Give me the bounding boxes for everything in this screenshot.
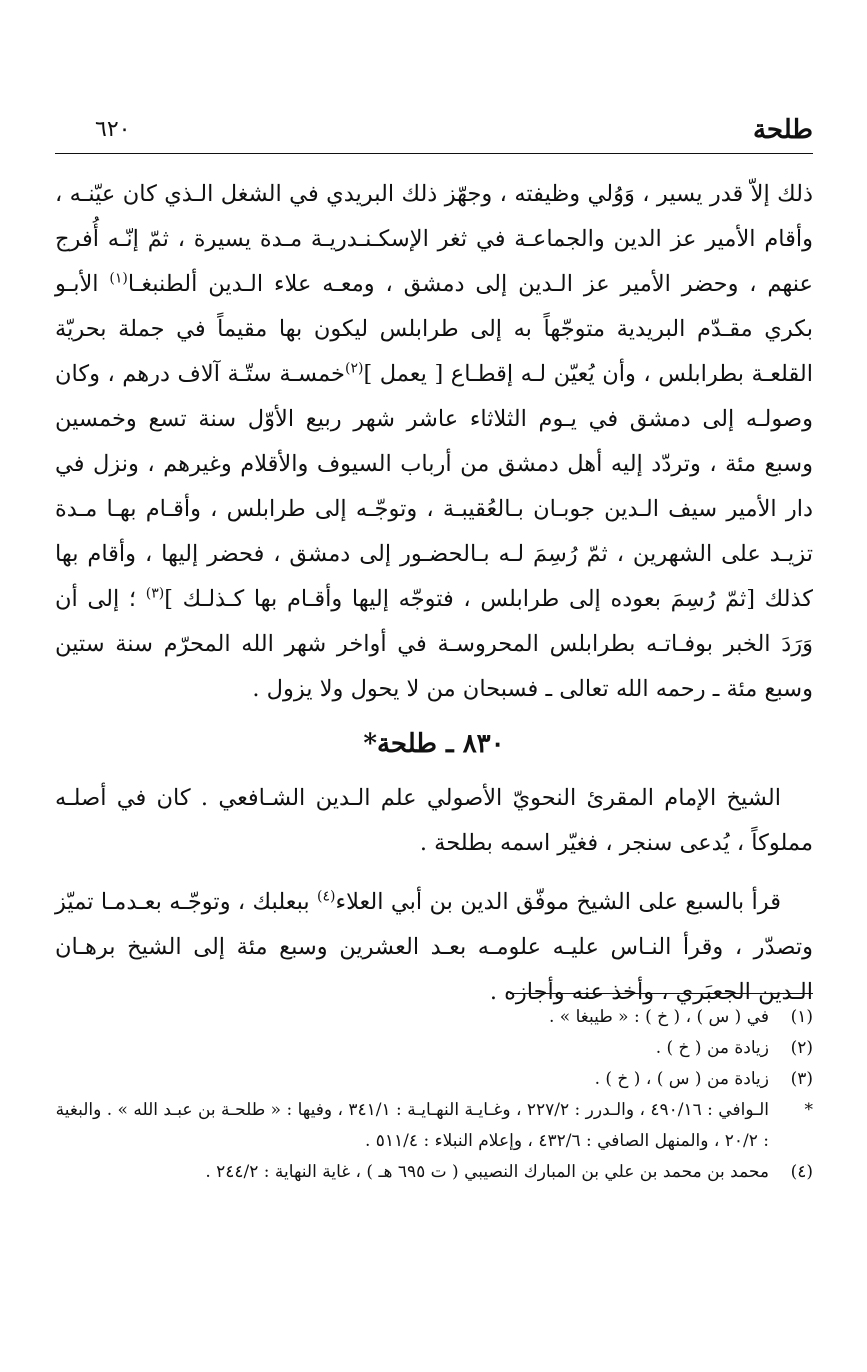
footnote-ref: (١) (109, 270, 128, 287)
paragraph-text: ؛ إلى أن وَرَدَ الخبر بوفـاتـه بطرابلس المحروسـة في أواخر شهر الله المحرّم سنة ستين وسبع مئة ـ رحمه الله تعالى ـ فسبحان من لا يحول ولا يزول . (55, 586, 813, 702)
footnote-marker: (٢) (790, 1038, 813, 1058)
page-header (55, 112, 813, 152)
footnote-marker: (٤) (790, 1162, 813, 1182)
footnote (55, 1002, 813, 1033)
footnote-ref: (٣) (145, 585, 165, 602)
footnote-text: الـوافي : ٤٩٠/١٦ ، والـدرر : ٢٢٧/٢ ، وغـايـة النهـايـة : ٣٤١/١ ، وفيها : « طلحـة بن عبـد الله » . والبغية : ٢٠/٢ ، والمنهل الصافي : ٤٣٢/٦ ، وإعلام النبلاء : ٥١١/٤ . (55, 1100, 769, 1151)
continued-paragraph (55, 172, 813, 712)
entry-heading: ٨٣٠ ـ طلحة* (363, 729, 505, 759)
footnote-text: زيادة من ( س ) ، ( خ ) . (594, 1069, 769, 1089)
header-rule (55, 153, 813, 154)
footnote-marker: (٣) (790, 1069, 813, 1089)
paragraph-text: قرأ بالسبع على الشيخ موفّق الدين بن أبي العلاء (335, 889, 781, 915)
entry-paragraph (55, 880, 813, 1015)
footnote-rule (510, 993, 813, 994)
footnote (55, 1095, 813, 1157)
footnote-ref: (٤) (317, 888, 336, 905)
footnotes (55, 1002, 813, 1188)
running-title: طلحة (752, 115, 813, 145)
paragraph-text: ببعلبك ، وتوجّـه بعـدمـا تميّز وتصدّر ، وقرأ النـاس عليـه علومـه بعـد العشرين وسبع مئة إلى الشيخ برهـان الـدين الجعبَري ، وأخذ عنه وأجازه . (55, 889, 813, 1005)
footnote-text: محمد بن محمد بن علي بن المبارك النصيبي ( ت ٦٩٥ هـ ) ، غاية النهاية : ٢٤٤/٢ . (205, 1162, 769, 1182)
page-number: ٦٢٠ (95, 117, 131, 142)
footnote-marker: (١) (790, 1007, 813, 1027)
footnote-ref: (٢) (344, 360, 364, 377)
footnote (55, 1033, 813, 1064)
footnote-marker: * (804, 1100, 813, 1120)
footnote (55, 1157, 813, 1188)
footnote (55, 1064, 813, 1095)
paragraph-text: الأبـو بكري مقـدّم البريدية متوجّهاً به إلى طرابلس ليكون بها مقيماً في جملة بحريّة القلعـة بطرابلس ، وأن يُعيّن لـه إقطـاع [ يعمل ] (55, 271, 813, 387)
main-text (55, 172, 813, 1015)
paragraph-gap (55, 866, 813, 880)
footnote-text: في ( س ) ، ( خ ) : « طيبغا » . (549, 1007, 769, 1027)
footnote-text: زيادة من ( خ ) . (655, 1038, 769, 1058)
paragraph-text: خمسـة ستّـة آلاف درهم ، وكان وصولـه إلى دمشق في يـوم الثلاثاء عاشر شهر ربيع الأوّل سنة تسع وخمسين وسبع مئة ، وتردّد إليه أهل دمشق من أرباب السيوف والأقلام وغيرهم ، ونزل في دار الأمير سيف الـدين جوبـان بـالعُقيبـة ، وتوجّـه إلى طرابلس ، وأقـام بهـا مـدة تزيـد على الشهرين ، ثمّ رُسِمَ لـه بـالحضـور إلى دمشق ، فحضر إليها ، وأقام بها كذلك [ثمّ رُسِمَ بعوده إلى طرابلس ، فتوجّه إليها وأقـام بها كـذلـك ] (55, 361, 813, 612)
paragraph-text: ذلك إلاّ قدر يسير ، وَوُلي وظيفته ، وجهّز ذلك البريدي في الشغل الـذي كان عيّنـه ، وأقام الأمير عز الدين والجماعـة في ثغر الإسكـنـدريـة مـدة يسيرة ، ثمّ إنّـه أُفرج عنهم ، وحضر الأمير عز الـدين إلى دمشق ، ومعـه علاء الـدين ألطنبغـا (55, 181, 813, 297)
entry-paragraph: الشيخ الإمام المقرئ النحويّ الأصولي علم الـدين الشـافعي . كان في أصلـه مملوكاً ، يُدعى سنجر ، فغيّر اسمه بطلحة . (55, 785, 813, 856)
